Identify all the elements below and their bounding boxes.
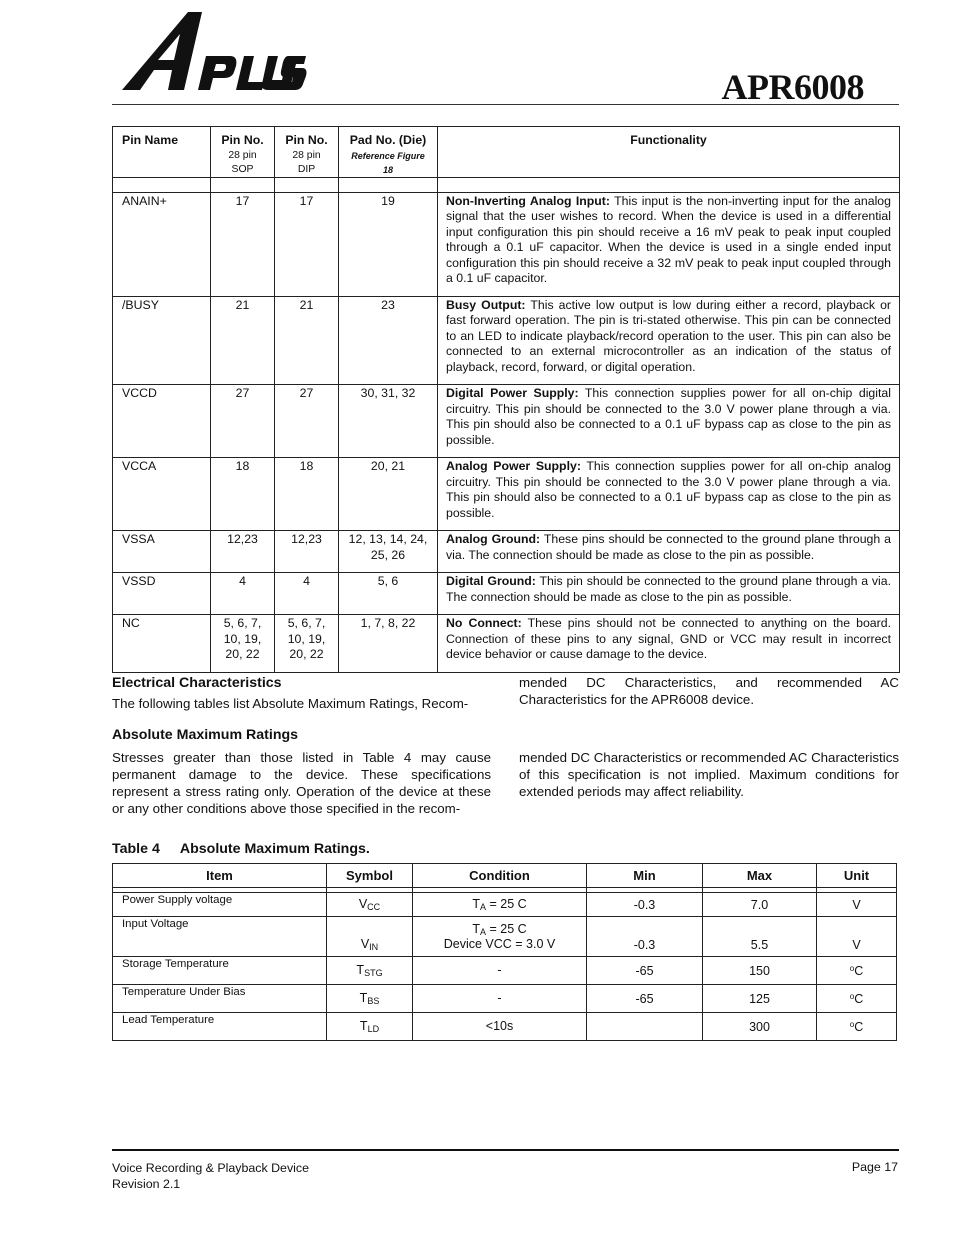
pin-pad-cell-text: 1, 7, 8, 22 [360, 616, 416, 630]
pin-dip-cell-text: 27 [299, 386, 314, 400]
pin-name-cell-text: VCCD [122, 386, 157, 400]
rating-condition-main: - [497, 991, 502, 1005]
pin-pad-cell [339, 192, 438, 296]
rating-symbol-subscript: STG [364, 968, 383, 978]
rating-condition-subscript: A [479, 927, 486, 937]
table-caption-label: Table 4 [112, 841, 160, 857]
rating-item-cell [113, 985, 327, 1013]
rating-item-cell [113, 957, 327, 985]
pin-pad-cell [339, 615, 438, 673]
rating-max: 300 [749, 1019, 770, 1034]
pin-dip-cell-text: 4 [303, 574, 310, 588]
footer-page-number: Page 17 [851, 1160, 898, 1174]
pin-function-title: Analog Power Supply: [446, 459, 581, 473]
pin-name-cell [113, 296, 211, 385]
document-title: APR6008 [721, 67, 864, 107]
rating-condition-main: T [472, 897, 480, 911]
pin-sop-cell [211, 615, 275, 673]
header-symbol: Symbol [327, 864, 413, 888]
pin-name-cell-text: VSSA [122, 532, 155, 546]
pin-function-cell [438, 531, 900, 573]
header-unit: Unit [817, 864, 897, 888]
rating-max: 7.0 [750, 897, 769, 912]
pin-function-title: Analog Ground: [446, 532, 541, 546]
rating-condition-main: T [472, 922, 480, 936]
rating-min-cell [587, 917, 703, 957]
footer-revision: Revision 2.1 [112, 1177, 181, 1191]
rating-symbol-cell [327, 917, 413, 957]
rating-symbol: V [358, 897, 368, 911]
electrical-text-right: mended DC Characteristics, and recommended AC Characteristics for the APR6008 device. [519, 675, 899, 707]
pin-dip-cell [275, 458, 339, 531]
pin-sop-cell [211, 573, 275, 615]
rating-condition-subscript: A [479, 902, 486, 912]
rating-row [113, 957, 897, 985]
rating-item: Temperature Under Bias [122, 986, 246, 998]
pin-sop-cell-text: 12,23 [227, 532, 258, 546]
header-pad: Pad No. (Die) Reference Figure 18 [339, 127, 438, 178]
pin-sop-cell-text: 5, 6, 7, 10, 19, 20, 22 [223, 616, 262, 661]
pin-function-text: These pins should be connected to the ground plane through a via. The connection should be made as close to the pin as possible. [446, 532, 892, 562]
rating-condition-main: - [497, 963, 502, 977]
rating-item-cell [113, 917, 327, 957]
electrical-text-left: The following tables list Absolute Maximum Ratings, Recom- [112, 696, 469, 711]
rating-condition-main: <10s [485, 1019, 514, 1033]
rating-item: Storage Temperature [122, 958, 229, 970]
pin-dip-cell-text: 17 [299, 193, 314, 208]
rating-condition-cell [413, 957, 587, 985]
pin-dip-cell [275, 192, 339, 296]
pin-row [113, 615, 900, 673]
rating-item-cell [113, 893, 327, 917]
rating-min: -65 [635, 963, 654, 978]
pin-dip-cell-text: 21 [299, 297, 314, 312]
header-condition: Condition [413, 864, 587, 888]
pin-function-cell [438, 615, 900, 673]
rating-item: Lead Temperature [122, 1014, 215, 1026]
pin-function-text: These pins should not be connected to anything on the board. Connection of these pins to any signal, GND or VCC may result in incorrect device behavior or cause damage to the device. [446, 616, 891, 661]
ratings-header-row [113, 864, 897, 888]
rating-symbol-subscript: IN [369, 942, 379, 952]
pin-function-cell [438, 385, 900, 458]
rating-condition-line1 [413, 963, 586, 978]
pin-function-text: This active low output is low during either a record, playback or fast forward operation. The pin is tri-stated otherwise. This pin can be connected to an LED to indicate playback/record operation to the user. This pin can also be connected to an external microcontroller as an indication of the status of playback, record, forward, or digital operation. [446, 297, 891, 374]
pin-pad-cell-text: 20, 21 [370, 459, 406, 473]
rating-unit-cell [817, 1013, 897, 1041]
pin-name-cell [113, 385, 211, 458]
pin-dip-cell [275, 296, 339, 385]
pin-dip-cell-text: 12,23 [291, 532, 322, 546]
table-caption-title: Absolute Maximum Ratings. [179, 841, 370, 857]
rating-symbol-cell [327, 957, 413, 985]
pin-row [113, 531, 900, 573]
pin-name-cell-text: VSSD [122, 574, 156, 588]
rating-max: 150 [749, 963, 770, 978]
absolute-heading: Absolute Maximum Ratings [112, 727, 299, 743]
pin-sop-cell-text: 4 [239, 574, 246, 588]
pin-sop-cell-text: 18 [235, 459, 250, 473]
header-spacer-row [113, 177, 900, 192]
rating-min: -0.3 [633, 897, 656, 912]
rating-min-cell [587, 985, 703, 1013]
pin-function-text: This input is the non-inverting input for the analog signal that the user wishes to record. When the device is used in a differential input configuration this pin should receive a 16 mV peak to peak input coupled through a 0.1 uF capacitor. When the device is used in a single ended input configuration this pin should receive a 32 mV peak to peak input coupled through a 0.1 uF capacitor. [446, 193, 891, 285]
pin-sop-cell [211, 192, 275, 296]
absolute-max-ratings-table [112, 863, 897, 1041]
pin-function-title: No Connect: [446, 616, 522, 630]
pin-function-text: This connection supplies power for all on-chip digital circuitry. This pin should be connected to the 3.0 V power plane through a via. This pin should also be connected to a 0.1 uF bypass cap as close to the pin as possible. [446, 386, 891, 447]
rating-min-cell [587, 957, 703, 985]
pin-table-header-row [113, 127, 900, 178]
pin-function-title: Digital Power Supply: [446, 386, 579, 400]
header-pin-sop-sub: 28 pin SOP [228, 149, 257, 175]
rating-row [113, 985, 897, 1013]
electrical-heading: Electrical Characteristics [112, 675, 282, 691]
rating-symbol-subscript: LD [367, 1024, 380, 1034]
pin-pad-cell-text: 30, 31, 32 [360, 386, 416, 400]
pin-pad-cell-text: 12, 13, 14, 24, 25, 26 [348, 532, 428, 562]
pin-sop-cell-text: 21 [235, 297, 250, 312]
rating-max: 125 [749, 991, 770, 1006]
rating-unit-degree: o [849, 1019, 855, 1029]
pin-function-text: This connection supplies power for all on-chip analog circuitry. This pin should be connected to the 3.0 V power plane through a via. This pin should also be connected to a 0.1 uF bypass cap as close to the pin as possible. [446, 459, 892, 520]
rating-max-cell [703, 957, 817, 985]
rating-condition-rest: = 25 C [486, 922, 527, 936]
pin-sop-cell [211, 458, 275, 531]
footer-left [112, 1160, 309, 1192]
pin-pad-cell [339, 296, 438, 385]
pin-name-cell [113, 458, 211, 531]
pin-name-cell-text: ANAIN+ [122, 193, 167, 208]
rating-condition-line1 [413, 897, 586, 912]
rating-unit: V [852, 938, 861, 952]
pin-row [113, 573, 900, 615]
pin-function-title: Non-Inverting Analog Input: [446, 193, 610, 208]
footer-divider [112, 1149, 899, 1151]
rating-condition-line2: Device VCC = 3.0 V [443, 937, 556, 951]
rating-condition-line1 [413, 991, 586, 1006]
pin-sop-cell [211, 296, 275, 385]
rating-unit-cell [817, 957, 897, 985]
absolute-text-right: mended DC Characteristics or recommended AC Characteristics of this specification is not implied. Maximum conditions for extended periods may affect reliability. [519, 750, 899, 799]
rating-row [113, 1013, 897, 1041]
rating-condition-line1 [413, 922, 586, 937]
pin-row [113, 458, 900, 531]
rating-symbol-cell [327, 1013, 413, 1041]
rating-min-cell [587, 893, 703, 917]
rating-min: -65 [635, 991, 654, 1006]
rating-item: Power Supply voltage [122, 894, 233, 906]
pin-pad-cell-text: 5, 6 [377, 574, 399, 588]
pin-function-title: Busy Output: [446, 297, 526, 312]
rating-min: -0.3 [633, 938, 656, 952]
rating-unit-cell [817, 985, 897, 1013]
rating-symbol: T [359, 991, 368, 1005]
pin-row [113, 385, 900, 458]
header-min: Min [587, 864, 703, 888]
header-pin-sop: Pin No. 28 pin SOP [211, 127, 275, 178]
rating-max-cell [703, 985, 817, 1013]
pin-function-cell [438, 458, 900, 531]
rating-condition-cell [413, 985, 587, 1013]
absolute-text-left: Stresses greater than those listed in Table 4 may cause permanent damage to the device. These specifications represent a stress rating only. Operation of the device at these or any other conditions above those specified in the recom- [112, 750, 491, 816]
pin-pad-cell [339, 385, 438, 458]
pin-dip-cell-text: 5, 6, 7, 10, 19, 20, 22 [287, 616, 326, 661]
rating-condition-cell [413, 893, 587, 917]
rating-unit-cell [817, 893, 897, 917]
pin-row [113, 296, 900, 385]
header-divider [112, 104, 899, 105]
pin-function-cell [438, 573, 900, 615]
rating-unit-degree: o [849, 991, 855, 1001]
pin-row [113, 192, 900, 296]
header-pin-dip: Pin No. 28 pin DIP [275, 127, 339, 178]
rating-condition-cell [413, 917, 587, 957]
header-max: Max [703, 864, 817, 888]
pin-name-cell-text: /BUSY [122, 297, 159, 312]
rating-condition-rest: = 25 C [486, 897, 527, 911]
pin-function-text: This pin should be connected to the ground plane through a via. The connection should be made as close to the pin as possible. [446, 574, 891, 604]
rating-symbol-subscript: CC [367, 902, 381, 912]
rating-symbol-subscript: BS [367, 996, 380, 1006]
pin-sop-cell-text: 17 [235, 193, 250, 208]
rating-symbol-cell [327, 893, 413, 917]
header-pin-name: Pin Name [113, 127, 211, 178]
rating-min-cell [587, 1013, 703, 1041]
pin-name-cell [113, 192, 211, 296]
pin-pad-cell [339, 573, 438, 615]
pin-pad-cell [339, 458, 438, 531]
rating-row [113, 893, 897, 917]
rating-item: Input Voltage [122, 918, 189, 930]
header-pin-dip-sub: 28 pin DIP [292, 149, 321, 175]
rating-item-cell [113, 1013, 327, 1041]
rating-unit: C [854, 1019, 864, 1034]
header-item: Item [113, 864, 327, 888]
rating-unit-degree: o [849, 963, 855, 973]
pin-function-title: Digital Ground: [446, 574, 536, 588]
rating-symbol-cell [327, 985, 413, 1013]
pin-dip-cell [275, 615, 339, 673]
pin-dip-cell [275, 385, 339, 458]
pin-name-cell-text: NC [122, 616, 140, 630]
rating-max-cell [703, 893, 817, 917]
rating-symbol: T [359, 1019, 368, 1033]
rating-max-cell [703, 917, 817, 957]
pin-name-cell [113, 615, 211, 673]
pin-function-cell [438, 192, 900, 296]
rating-row [113, 917, 897, 957]
header-functionality: Functionality [438, 127, 900, 178]
aplus-logo [118, 8, 318, 98]
footer-document-name: Voice Recording & Playback Device [112, 1161, 309, 1175]
rating-max: 5.5 [750, 938, 769, 952]
pin-sop-cell [211, 385, 275, 458]
pin-name-cell-text: VCCA [122, 459, 157, 473]
pin-pad-cell [339, 531, 438, 573]
pin-sop-cell [211, 531, 275, 573]
rating-unit: C [854, 963, 864, 978]
rating-condition-cell [413, 1013, 587, 1041]
rating-symbol: V [360, 937, 370, 951]
pin-sop-cell-text: 27 [235, 386, 250, 400]
header-pad-sub: Reference Figure 18 [351, 150, 425, 175]
pin-description-table [112, 126, 900, 673]
pin-dip-cell [275, 573, 339, 615]
pin-name-cell [113, 573, 211, 615]
pin-name-cell [113, 531, 211, 573]
pin-dip-cell [275, 531, 339, 573]
rating-unit: V [852, 897, 861, 912]
rating-symbol: T [356, 963, 365, 977]
rating-condition-line1 [413, 1019, 586, 1034]
pin-pad-cell-text: 23 [381, 297, 395, 312]
rating-unit: C [854, 991, 864, 1006]
rating-unit-cell [817, 917, 897, 957]
pin-dip-cell-text: 18 [299, 459, 314, 473]
table-caption [112, 841, 370, 857]
rating-max-cell [703, 1013, 817, 1041]
pin-pad-cell-text: 19 [381, 193, 395, 208]
pin-function-cell [438, 296, 900, 385]
